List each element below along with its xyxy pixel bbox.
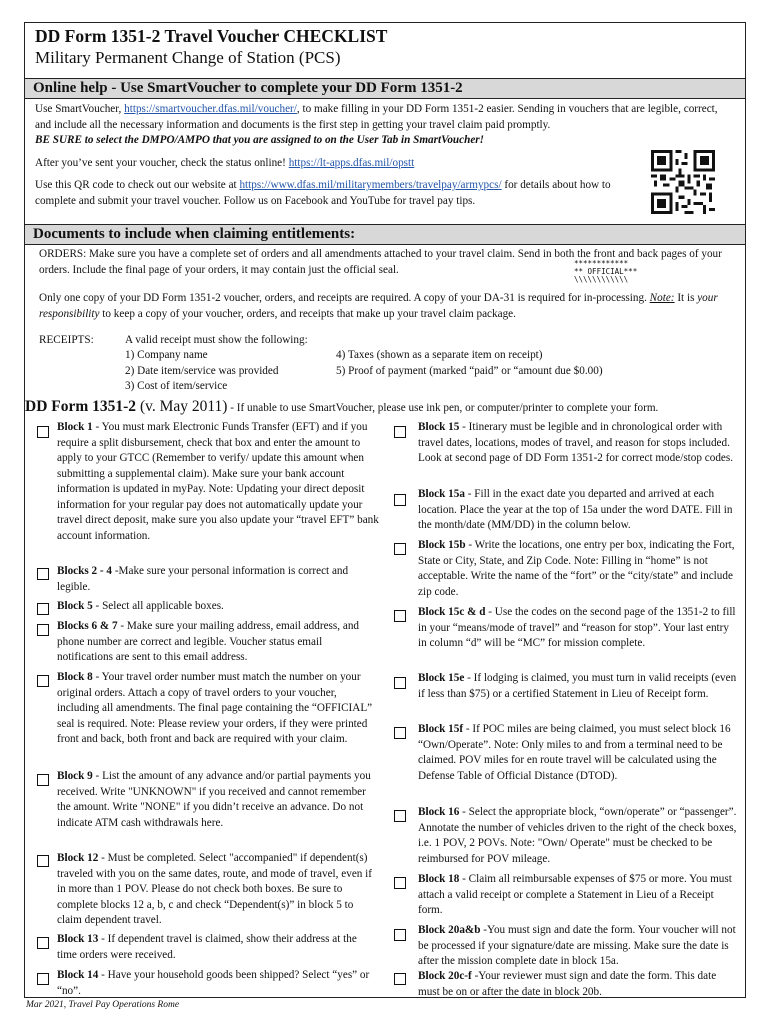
block-20c-f-checkbox[interactable]: [394, 973, 406, 985]
block-5-checkbox[interactable]: [37, 603, 49, 615]
receipt-requirement: 1) Company name: [125, 349, 208, 361]
block-20a-b-checkbox[interactable]: [394, 929, 406, 941]
receipts-label: RECEIPTS:: [39, 334, 94, 346]
block-13-item: Block 13 - If dependent travel is claimed, show their address at the time orders were received.: [57, 933, 357, 961]
block-15b-checkbox[interactable]: [394, 543, 406, 555]
block-8-checkbox[interactable]: [37, 675, 49, 687]
block-9-item: Block 9 - List the amount of any advance and/or partial payments you received. Write "UNKNOWN" if you received and cannot remember the amount. Write "NONE" if you didn’t receive an advance. Do not indicate ATM cash withdrawals here.: [57, 770, 371, 829]
block-9-checkbox[interactable]: [37, 774, 49, 786]
block-16-checkbox[interactable]: [394, 810, 406, 822]
block-1-checkbox[interactable]: [37, 426, 49, 438]
official-seal-sample: ************ ** OFFICIAL*** \\\\\\\\\\\\: [574, 259, 638, 284]
qr-code-icon[interactable]: [651, 150, 715, 214]
documents-heading: Documents to include when claiming entitlements:: [25, 224, 745, 245]
online-help-paragraph-1: Use SmartVoucher, https://smartvoucher.dfas.mil/voucher/, to make filling in your DD Form 1351-2 easier. Sending in vouchers that are legible, correct, and include all the necessary information and documents is the first step in getting your travel claim paid promptly. BE SURE to select the DMPO/AMPO that you are assigned to on the User Tab in SmartVoucher!: [35, 103, 718, 146]
smartvoucher-link[interactable]: https://smartvoucher.dfas.mil/voucher/: [124, 103, 297, 115]
receipts-intro: A valid receipt must show the following:: [125, 334, 308, 346]
block-12-item: Block 12 - Must be completed. Select "accompanied" if dependent(s) traveled with you on the same dates, route, and mode of travel, even if in more than 1 POV. Please do not check both boxes. Be sure to complete blocks 12 a, b, c and check “Dependent(s)” in block 5 to claim dependent travel.: [57, 852, 373, 926]
page-title: DD Form 1351-2 Travel Voucher CHECKLIST: [35, 26, 388, 46]
receipt-requirement: 2) Date item/service was provided: [125, 365, 279, 377]
orders-paragraph: ORDERS: Make sure you have a complete set of orders and all amendments attached to your travel claim. Send in both the front and back pages of your orders. Include the final page of your orders, it may contain just the official seal.: [39, 248, 722, 276]
block-15e-item: Block 15e - If lodging is claimed, you must turn in valid receipts (even if less than $75) or a certified Statement in Lieu of Receipt form.: [418, 672, 737, 700]
receipt-requirement: 4) Taxes (shown as a separate item on receipt): [336, 349, 543, 361]
copies-paragraph: Only one copy of your DD Form 1351-2 voucher, orders, and receipts are required. A copy of your DA-31 is required for in-processing. Note: It is your responsibility to keep a copy of your voucher, orders, and receipts that make up your travel claim package.: [39, 292, 718, 320]
footer-note: Mar 2021, Travel Pay Operations Rome: [26, 1000, 180, 1010]
blocks-6-7-item: Blocks 6 & 7 - Make sure your mailing address, email address, and phone number are correct and legible. Voucher status email notifications are sent to this email address.: [57, 620, 360, 663]
block-20a-b-item: Block 20a&b -You must sign and date the form. Your voucher will not be processed if your signature/date are missing. Make sure the date is after the mission complete date in block 15a.: [418, 924, 736, 967]
block-15a-checkbox[interactable]: [394, 494, 406, 506]
block-15b-item: Block 15b - Write the locations, one entry per box, indicating the Fort, State or City, State, and Zip Code. Note: Filling in “home” is not acceptable. Write the name of the “fort” or the “city/state” and include zip code.: [418, 539, 735, 598]
block-16-item: Block 16 - Select the appropriate block, “own/operate” or “passenger”. Annotate the number of vehicles driven to the right of the check boxes, i.e. 1 POV, 2 POVs. Note: "Own/ Operate" must be checked to be reimbursed for POV mileage.: [418, 806, 737, 865]
online-help-heading: Online help - Use SmartVoucher to complete your DD Form 1351-2: [25, 78, 745, 99]
block-15-item: Block 15 - Itinerary must be legible and in chronological order with travel dates, locations, modes of travel, and reason for stops included. Look at second page of DD Form 1351-2 for correct mode/stop codes.: [418, 421, 734, 464]
block-15c-d-item: Block 15c & d - Use the codes on the second page of the 1351-2 to fill in your “means/mode of travel” and “reason for stop”. Your last entry in column “d” will be “MC” for mission complete.: [418, 606, 736, 649]
block-18-item: Block 18 - Claim all reimbursable expenses of $75 or more. You must attach a valid receipt or complete a Statement in Lieu of a Receipt form.: [418, 873, 732, 916]
block-15f-item: Block 15f - If POC miles are being claimed, you must select block 16 “Own/Operate”. Note: Only miles to and from a terminal need to be claimed. POV miles for en route travel will be calculated using the Defense Table of Official Distance (DTOD).: [418, 723, 731, 782]
block-5-item: Block 5 - Select all applicable boxes.: [57, 600, 224, 612]
block-12-checkbox[interactable]: [37, 855, 49, 867]
block-15-checkbox[interactable]: [394, 426, 406, 438]
dmpo-warning: BE SURE to select the DMPO/AMPO that you are assigned to on the User Tab in SmartVoucher!: [35, 134, 485, 146]
block-14-item: Block 14 - Have your household goods been shipped? Select “yes” or “no”.: [57, 969, 370, 997]
block-15f-checkbox[interactable]: [394, 727, 406, 739]
receipt-requirement: 5) Proof of payment (marked “paid” or “amount due $0.00): [336, 365, 603, 377]
block-1-item: Block 1 - You must mark Electronic Funds Transfer (EFT) and if you require a split disbursement, check that box and enter the amount to apply to your GTCC (Remember to verify/ update this amount when submitting a supplemental claim). Make sure your bank account information is updated in myPay. Note: Updating your direct deposit information for your regular pay does not automatically update your travel direct deposit, make sure you also update your “travel EFT” bank account information.: [57, 421, 379, 542]
block-14-checkbox[interactable]: [37, 973, 49, 985]
blocks-2-4-checkbox[interactable]: [37, 568, 49, 580]
page-subtitle: Military Permanent Change of Station (PCS): [35, 48, 341, 67]
note-label: Note:: [649, 292, 675, 304]
block-13-checkbox[interactable]: [37, 937, 49, 949]
receipt-requirement: 3) Cost of item/service: [125, 380, 228, 392]
dfas-website-link[interactable]: https://www.dfas.mil/militarymembers/travelpay/armypcs/: [239, 179, 502, 191]
form-heading: DD Form 1351-2 (v. May 2011) - If unable to use SmartVoucher, please use ink pen, or computer/printer to complete your form.: [25, 398, 659, 415]
online-help-paragraph-3: Use this QR code to check out our website at https://www.dfas.mil/militarymembers/travelpay/armypcs/ for details about how to complete and submit your travel voucher. Follow us on Facebook and YouTube for travel pay tips.: [35, 179, 611, 207]
block-18-checkbox[interactable]: [394, 877, 406, 889]
block-15c-d-checkbox[interactable]: [394, 610, 406, 622]
block-15e-checkbox[interactable]: [394, 677, 406, 689]
online-help-paragraph-2: After you’ve sent your voucher, check the status online! https://lt-apps.dfas.mil/opstt: [35, 157, 415, 169]
blocks-6-7-checkbox[interactable]: [37, 624, 49, 636]
block-15a-item: Block 15a - Fill in the exact date you departed and arrived at each location. Place the year at the top of 15a under the word DATE. Fill in the month/date (MM/DD) in the column below.: [418, 488, 733, 531]
status-link[interactable]: https://lt-apps.dfas.mil/opstt: [288, 157, 415, 169]
block-8-item: Block 8 - Your travel order number must match the number on your original orders. Attach a copy of travel orders to your voucher, including all amendments. The final page containing the “OFFICIAL” seal is required. Note: Please review your orders, if they were printed front and back, both front and back are required with your claim.: [57, 671, 373, 745]
block-20c-f-item: Block 20c-f -Your reviewer must sign and date the form. This date must be on or after the date in block 20b.: [418, 970, 717, 998]
blocks-2-4-item: Blocks 2 - 4 -Make sure your personal information is correct and legible.: [57, 565, 349, 593]
